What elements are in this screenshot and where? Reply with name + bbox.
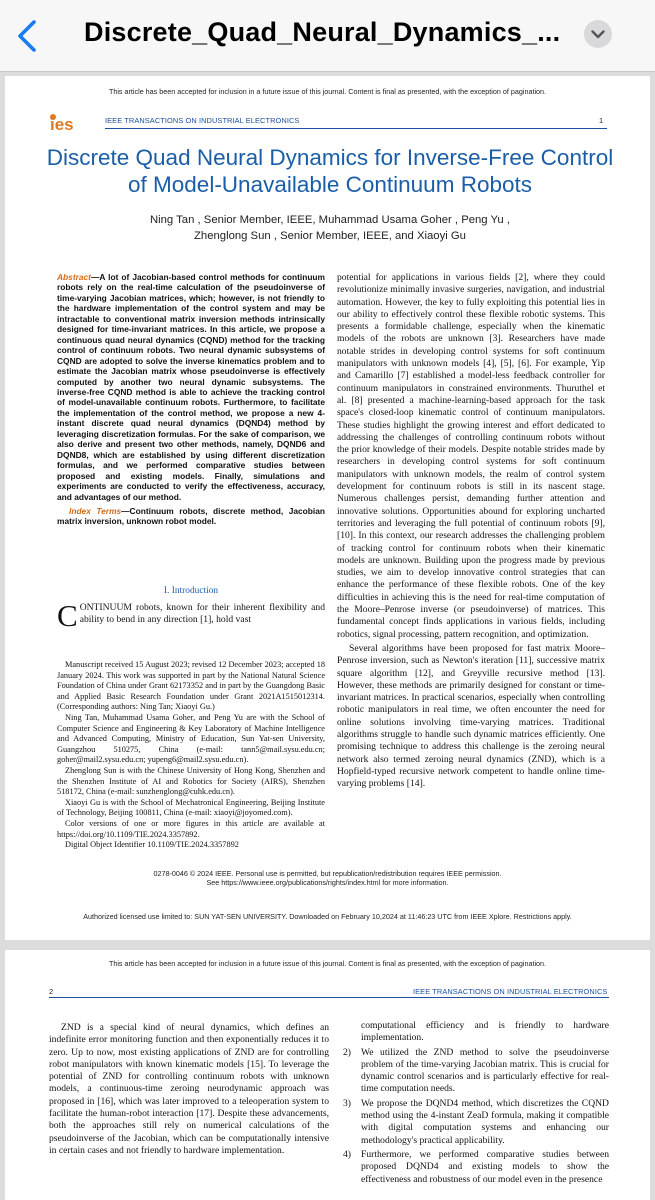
document-title: Discrete_Quad_Neural_Dynamics_... (84, 17, 561, 47)
acceptance-notice: This article has been accepted for inclusion in a future issue of this journal. Content is final as presented, with the exception of pagination. (108, 959, 547, 968)
abstract-label: Abstract (57, 272, 91, 282)
footnote: Manuscript received 15 August 2023; revised 12 December 2023; accepted 18 January 2024. This work was supported in part by the National Natural Science Foundation of China under Grant 62173352 and in part by the Guangdong Basic and Applied Basic Research Foundation under Grant 2021A1515012314. (Corresponding authors: Ning Tan; Xiaoyi Gu.) (57, 660, 325, 712)
chevron-down-icon (584, 20, 612, 48)
list-continuation: computational efficiency and is friendly to hardware implementation. (361, 1020, 609, 1044)
section-heading: I. Introduction (163, 586, 219, 596)
list-item (343, 1098, 609, 1147)
drop-cap: C (57, 598, 78, 633)
footnotes (57, 660, 325, 851)
intro-text: ONTINUUM robots, known for their inherent flexibility and ability to bend in any direction [1], hold vast (79, 602, 325, 626)
index-terms-text: —Continuum robots, discrete method, Jacobian matrix inversion, unknown robot model. (57, 505, 325, 527)
pdf-page-2 (5, 950, 650, 1200)
ies-logo-icon (47, 110, 103, 134)
list-item (343, 1047, 609, 1096)
chevron-left-icon (12, 18, 42, 54)
abstract (57, 272, 325, 527)
journal-name: IEEE TRANSACTIONS ON INDUSTRIAL ELECTRONICS (105, 116, 300, 125)
intro-paragraph (57, 598, 325, 633)
paper-title: Discrete Quad Neural Dynamics for Inverse-Free Control of Model-Unavailable Continuum Robots (46, 145, 614, 197)
back-button[interactable] (12, 18, 42, 54)
footnote: Zhenglong Sun is with the Chinese University of Hong Kong, Shenzhen and the Shenzhen Institute of AI and Robotics for Society (AIRS), Shenzhen 518172, China (e-mail: sunzhenglong@cuhk.edu.cn). (57, 765, 325, 797)
header-rule (105, 128, 607, 129)
footnote: Color versions of one or more figures in this article are available at https://doi.org/10.1109/TIE.2024.3357892. (57, 818, 325, 839)
options-button[interactable] (584, 20, 612, 48)
list-number: 4) (343, 1148, 351, 1160)
svg-text:ies: ies (50, 115, 74, 134)
authors-line-1: Ning Tan , Senior Member, IEEE, Muhammad Usama Goher , Peng Yu , (149, 214, 510, 226)
copyright-line-2: See https://www.ieee.org/publications/rights/index.html for more information. (206, 878, 449, 887)
footnote: Ning Tan, Muhammad Usama Goher, and Peng Yu are with the School of Computer Science and Engineering & Key Laboratory of Machine Intelligence and Advanced Computing, Ministry of Education, Sun Yat-sen University, Guangzhou 510275, China (e-mail: tann5@mail.sysu.edu.cn; goher@mail2.sysu.edu.cn; yupeng6@mail2.sysu.edu.cn). (57, 712, 325, 765)
contribution-list (343, 1020, 609, 1186)
index-terms-label: Index Terms (69, 505, 122, 516)
footnote: Xiaoyi Gu is with the School of Mechatronical Engineering, Beijing Institute of Technology, Beijing 100811, China (e-mail: xiaoyi@joyomed.com). (57, 797, 325, 818)
left-column-text: ZND is a special kind of neural dynamics, which defines an indefinite error monitoring function and then exponentially reduces it to zero. Up to now, most existing applications of ZND are for controlling robot manipulators with known kinematic models [15]. To leverage the potential of ZND for controlling continuum robots with unknown models, a continuous-time zeroing neurodynamic approach was proposed in [16], which was later improved to a teleoperation system to facilitate the human-robot interaction [17]. Despite these advancements, both the approaches still rely on numerical calculations of the pseudoinverse of the Jacobian, which can be computationally intensive in certain cases and not friendly to hardware implementation. (49, 1022, 329, 1156)
list-text: We propose the DQND4 method, which discretizes the CQND method using the 4-instant ZeaD formula, making it compatible with digital computation systems and enhancing our methodology's practical applicability. (361, 1097, 609, 1146)
pdf-page-1 (5, 76, 650, 940)
list-text: Furthermore, we performed comparative studies between proposed DQND4 and existing models to show the effectiveness and robustness of our model even in the presence (361, 1148, 609, 1185)
authors-line-2: Zhenglong Sun , Senior Member, IEEE, and Xiaoyi Gu (194, 230, 466, 242)
list-item (343, 1149, 609, 1186)
header-rule (49, 997, 609, 998)
journal-name: IEEE TRANSACTIONS ON INDUSTRIAL ELECTRONICS (413, 987, 608, 996)
journal-logo (47, 110, 103, 134)
paragraph: Several algorithms have been proposed for fast matrix Moore–Penrose inversion, such as Newton's iteration [11], successive matrix square algorithm [12], and Greyville recursive method [13]. However, these methods are primarily designed for constant or time-invariant matrices. In practical scenarios, especially when controlling robotic manipulators in real time, we often encounter the need for online solutions involving time-varying matrices. Traditional algorithms struggle to handle such dynamic matrices efficiently. One promising technique to address this challenge is the zeroing neural network also termed zeroing neural dynamics (ZND), which is a Hopfield-typed recursive network competent to handle online time-varying problems [14]. (337, 642, 605, 790)
acceptance-notice: This article has been accepted for inclusion in a future issue of this journal. Content is final as presented, with the exception of pagination. (108, 87, 547, 96)
top-bar (0, 0, 655, 72)
page-number: 2 (49, 987, 54, 996)
list-number: 2) (343, 1046, 351, 1058)
right-column-text (337, 272, 605, 790)
author-list (65, 212, 595, 244)
list-text: We utilized the ZND method to solve the pseudoinverse problem of the time-varying Jacobian matrix. This is crucial for dynamic control scenarios and is particularly effective for real-time computation needs. (361, 1046, 609, 1095)
page-number: 1 (599, 116, 604, 125)
copyright-line-1: 0278-0046 © 2024 IEEE. Personal use is permitted, but republication/redistribution requires IEEE permission. (153, 869, 502, 878)
license-notice: Authorized licensed use limited to: SUN YAT-SEN UNIVERSITY. Downloaded on February 10,2024 at 11:46:23 UTC from IEEE Xplore. Restrictions apply. (83, 912, 572, 921)
abstract-text: —A lot of Jacobian-based control methods for continuum robots rely on the real-time calculation of the pseudoinverse of time-varying Jacobian matrices, which; however, is not friendly to the hardware implementation of the control system and may be intractable to conventional matrix inversion methods intrinsically designed for time-invariant matrices. In this article, we propose a continuous quad neural dynamics (CQND) method for the tracking control of continuum robots. Two neural dynamic subsystems of CQND are adopted to solve the inverse kinematics problem and to estimate the Jacobian matrix whose pseudoinverse is effectively computed by another two neural dynamic subsystems. The inverse-free CQND method is able to achieve the tracking control of model-unavailable continuum robots. Furthermore, to facilitate the implementation of the control method, we propose a new 4-instant discrete quad neural dynamics (DQND4) method by leveraging discretization formulas. For the sake of comparison, we also derive and present two other methods, namely, DQND6 and DQND8, which are established by using different discretization formulas, and we performed comparative studies between proposed and existing models. Finally, simulations and experiments are conducted to verify the effectiveness, accuracy, and advantages of our method. (57, 272, 325, 502)
list-number: 3) (343, 1097, 351, 1109)
footnote: Digital Object Identifier 10.1109/TIE.2024.3357892 (65, 840, 239, 850)
paragraph: potential for applications in various fields [2], where they could revolutionize minimally invasive surgeries, navigation, and industrial automation. However, the key to fully exploiting this potential lies in our ability to effectively control these flexible robotic systems. This presents a formidable challenge, especially when the kinematic models of the robots are unknown [3]. Researchers have made notable strides in developing control systems for soft continuum manipulators with unknown models [4], [5], [6]. For example, Yip and Camarillo [7] established a model-less feedback controller for continuum manipulators in constrained environments. Thuruthel et al. [8] presented a machine-learning-based approach for the task space's closed-loop kinematic control of continuum manipulators. These studies highlight the growing interest and effort dedicated to addressing the challenges of controlling continuum robots without the prior knowledge of their models. Despite notable strides made by researchers in developing control systems for soft continuum manipulators with unknown models, the realm of control system development for continuum robots is still in its nascent stage. Numerous challenges persist, demanding further attention and innovative solutions. Opportunities abound for exploring uncharted territories and leveraging the full potential of continuum robots [9], [10]. In this context, our research addresses the challenging problem of tracking control for continuum robots when their kinematic models are unknown. Building upon the progress made by previous studies, we aim to develop innovative control strategies that can enhance the performance of these flexible robots. One of the key difficulties in achieving this is the need for real-time computation of the Moore–Penrose inverse (or pseudoinverse) of matrices. This fundamental concept finds applications in various fields, including robotics, signal processing, pattern recognition, and optimization. (337, 272, 605, 640)
copyright-notice (5, 869, 650, 887)
